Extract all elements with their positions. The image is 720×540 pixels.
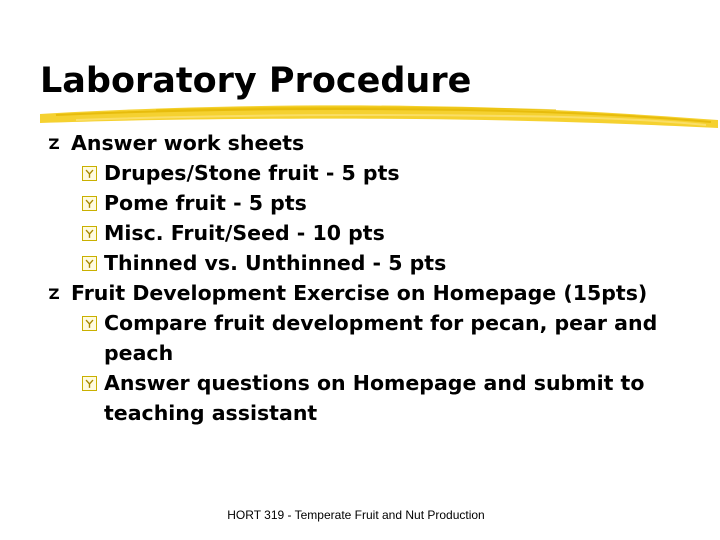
y-bullet-icon	[82, 256, 97, 271]
bullet-item-answer-work-sheets	[44, 128, 704, 158]
slide-footer: HORT 319 - Temperate Fruit and Nut Production	[227, 508, 485, 522]
sub-bullet-misc	[44, 218, 704, 248]
y-bullet-icon	[82, 316, 97, 331]
sub-bullet-compare	[44, 308, 704, 368]
sub-bullet-text: Compare fruit development for pecan, pear and peach	[104, 311, 658, 365]
sub-bullet-text: Pome fruit - 5 pts	[104, 191, 307, 215]
bullet-text: Fruit Development Exercise on Homepage (15pts)	[71, 281, 648, 305]
y-bullet-icon	[82, 196, 97, 211]
z-bullet-icon	[47, 286, 62, 301]
y-bullet-icon	[82, 166, 97, 181]
sub-bullet-answer-questions	[44, 368, 704, 428]
slide-title: Laboratory Procedure	[40, 61, 472, 101]
bullet-list	[44, 128, 704, 428]
bullet-item-fruit-development	[44, 278, 704, 308]
y-bullet-icon	[82, 376, 97, 391]
bullet-text: Answer work sheets	[71, 131, 305, 155]
sub-bullet-pome	[44, 188, 704, 218]
sub-bullet-text: Misc. Fruit/Seed - 10 pts	[104, 221, 385, 245]
z-bullet-icon	[47, 136, 62, 151]
sub-bullet-drupes	[44, 158, 704, 188]
y-bullet-icon	[82, 226, 97, 241]
sub-bullet-text: Thinned vs. Unthinned - 5 pts	[104, 251, 447, 275]
sub-bullet-text: Answer questions on Homepage and submit to teaching assistant	[104, 371, 645, 425]
sub-bullet-thinned	[44, 248, 704, 278]
sub-bullet-text: Drupes/Stone fruit - 5 pts	[104, 161, 400, 185]
